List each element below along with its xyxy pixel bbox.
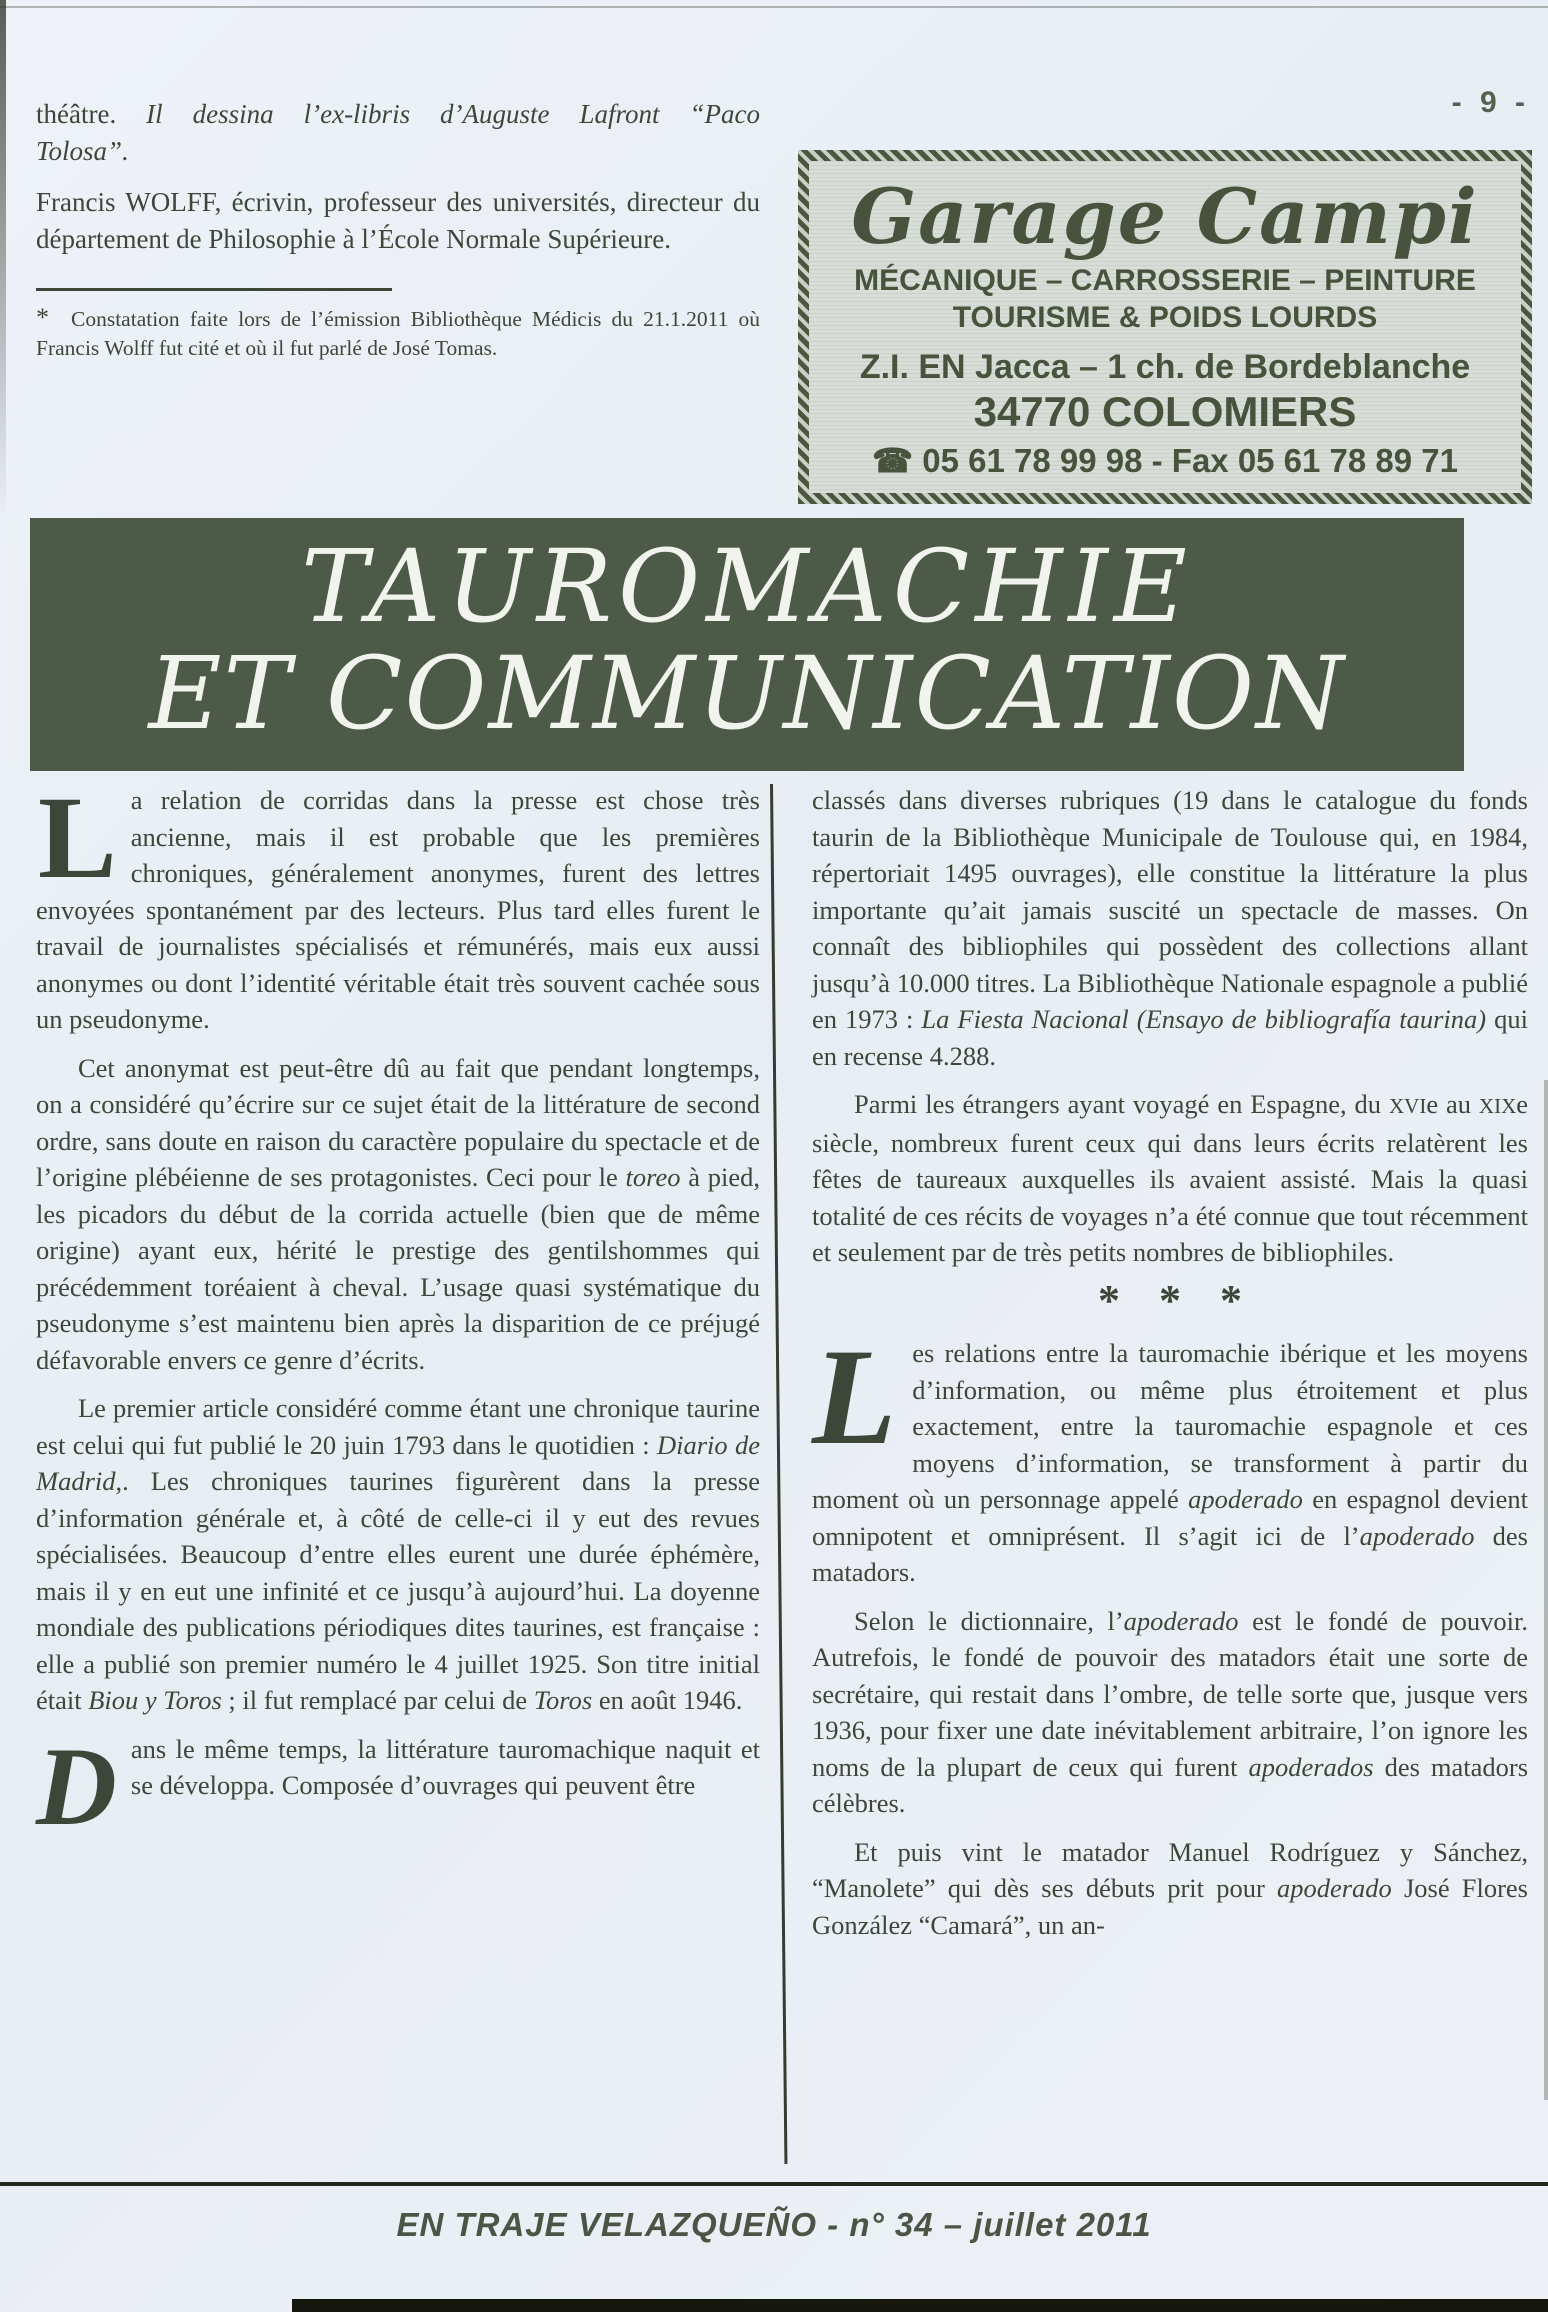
left-p3-run-d: en août 1946. (592, 1685, 743, 1715)
right-p3-italic-apoderado-2: apoderado (1359, 1520, 1475, 1551)
right-paragraph-5 (812, 1834, 1528, 1944)
dropcap-L: L (38, 772, 117, 903)
footnote-marker: * (36, 303, 49, 332)
dropcap-D: D (36, 1724, 117, 1849)
intro-paragraph-2: Francis WOLFF, écrivin, professeur des universités, directeur du département de Philosophie à l’École Normale Supérieure. (36, 187, 760, 254)
right-p1-italic-fiesta: La Fiesta Nacional (Ensayo de bibliografía taurina) (921, 1004, 1487, 1034)
right-p3-italic-apoderado-1: apoderado (1188, 1484, 1303, 1514)
section-separator: * * * (1098, 1275, 1256, 1325)
left-p4-text: ans le même temps, la littérature tauromachique naquit et se développa. Composée d’ouvrages qui peuvent être (130, 1733, 760, 1800)
ad-phone-line (872, 440, 1458, 482)
intro-p1-roman: théâtre. (36, 99, 147, 129)
right-p3-run-b: en espagnol devient omnipotent et omniprésent. Il s’agit ici de l’ (812, 1484, 1529, 1551)
right-p4-run-c: des matadors célèbres. (812, 1751, 1529, 1818)
ad-logo: Garage Campi (851, 172, 1479, 261)
right-p2-run-b: e au (1426, 1089, 1479, 1119)
scan-edge-bottom (292, 2299, 1548, 2312)
footnote (36, 303, 760, 363)
right-paragraph-3 (812, 1320, 1529, 1591)
left-p3-italic-biou: Biou y Toros (88, 1685, 222, 1715)
ad-phone-numbers: 05 61 78 99 98 - Fax 05 61 78 89 71 (922, 442, 1459, 479)
ad-address-line: Z.I. EN Jacca – 1 ch. de Bordeblanche (859, 348, 1471, 386)
left-paragraph-1 (36, 772, 760, 1038)
left-p3-run-a: Le premier article considéré comme étant une chronique taurine est celui qui fut publié le 20 juin 1793 dans le quotidien : (36, 1393, 760, 1460)
right-p2-run-c: e siècle, nombreux furent ceux qui dans leurs écrits relatèrent les fêtes de taureaux auxquelles ils avaient assisté. Mais la quasi totalité de ces récits de voyages n’a été connue que tout récemment et seulement par de très petits nombres de bibliophiles. (812, 1089, 1529, 1267)
right-p2-smallcaps-xix: XIX (1478, 1094, 1517, 1118)
right-p4-italic-apoderado: apoderado (1123, 1605, 1239, 1636)
left-p3-italic-diario: Diario de Madrid (36, 1429, 761, 1496)
footnote-rule (36, 288, 392, 291)
intro-paragraph-1 (36, 96, 760, 170)
intro-block (36, 96, 760, 363)
scan-edge-right (1544, 1080, 1548, 2100)
right-p4-italic-apoderados: apoderados (1248, 1751, 1374, 1782)
left-p2-run-a: Cet anonymat est peut-être dû au fait que pendant longtemps, on a considéré qu’écrire sur ce sujet était de la littérature de second ordre, sans doute en raison du caractère populaire du spectacle et de l’origine plébéienne de ses protagonistes. Ceci pour le (36, 1052, 760, 1192)
right-p1-run-a: classés dans diverses rubriques (19 dans le catalogue du fonds taurin de la Bibliothèque Municipale de Toulouse qui, en 1984, répertoriait 1495 ouvrages), elle constitue la littérature la plus importante qu’ait jamais suscité un spectacle de masses. On connaît des bibliophiles qui possèdent des collections allant jusqu’à 10.000 titres. La Bibliothèque Nationale espagnole a publié en 1973 : (812, 785, 1528, 1034)
intro-p1-italic: Il dessina l’ex-libris d’Auguste Lafront “Paco Tolosa”. (36, 99, 760, 166)
right-column (812, 782, 1528, 1955)
right-paragraph-2 (812, 1086, 1528, 1271)
ad-inner-panel (809, 161, 1521, 493)
left-p3-run-b: ,. Les chroniques taurines figurèrent dans la presse d’information générale et, à côté de celle-ci il y eut des revues spécialisées. Beaucoup d’entre elles eurent une durée éphémère, mais il y en eut une infinité et ce jusqu’à aujourd’hui. La doyenne mondiale des publications périodiques dites taurines, est française : elle a publié son premier numéro le 4 juillet 1925. Son titre initial était (36, 1466, 760, 1715)
page-number: - 9 - (1451, 86, 1530, 119)
footnote-text: Constatation faite lors de l’émission Bibliothèque Médicis du 21.1.2011 où Francis Wolff fut cité et où il fut parlé de José Tomas. (36, 307, 760, 360)
left-column (36, 772, 761, 1849)
right-paragraph-4 (812, 1603, 1528, 1822)
column-divider (770, 784, 787, 2164)
left-paragraph-4 (36, 1724, 760, 1849)
article-title-line-2: ET COMMUNICATION (148, 635, 1346, 752)
left-p2-italic-toreo: toreo (625, 1162, 681, 1192)
left-paragraph-2 (36, 1050, 760, 1379)
title-banner (30, 518, 1464, 771)
phone-icon: ☎ (871, 442, 914, 479)
scan-edge-top (0, 6, 1548, 8)
right-p5-run-b: José Flores González “Camará”, un an- (812, 1873, 1528, 1940)
right-p5-run-a: Et puis vint le matador Manuel Rodríguez y Sánchez, “Manolete” qui dès ses débuts prit pour (812, 1836, 1528, 1903)
footer-rule (0, 2182, 1548, 2186)
right-p2-smallcaps-xvi: XVI (1388, 1094, 1427, 1118)
ad-services-line: MÉCANIQUE – CARROSSERIE – PEINTURE (854, 264, 1476, 297)
left-p2-run-b: à pied, les picadors du début de la corrida actuelle (bien que de même origine) ayant eux, hérité le prestige des gentilshommes qui précédemment toréaient à cheval. L’usage quasi systématique du pseudonyme s’est maintenu bien après la disparition de ce préjugé défavorable envers ce genre d’écrits. (36, 1162, 761, 1375)
right-p2-run-a: Parmi les étrangers ayant voyagé en Espagne, du (854, 1089, 1389, 1119)
scan-edge-left (0, 0, 6, 520)
left-p3-run-c: ; il fut remplacé par celui de (221, 1685, 534, 1715)
left-paragraph-3 (36, 1390, 760, 1719)
article-title-line-1: TAUROMACHIE (301, 528, 1193, 645)
right-p4-run-b: est le fondé de pouvoir. Autrefois, le fondé de pouvoir des matadors était une sorte de secrétaire, qui restait dans l’ombre, de telle sorte que, jusque vers 1936, pour fixer une date inévitablement arbitraire, l’on ignore les noms de la plupart de ceux qui furent (812, 1605, 1528, 1782)
right-p5-italic-apoderado: apoderado (1276, 1873, 1392, 1903)
left-p3-italic-toros: Toros (533, 1685, 593, 1715)
right-p1-run-b: qui en recense 4.288. (812, 1004, 1528, 1071)
left-p1-text: a relation de corridas dans la presse est chose très ancienne, mais il est probable que les premières chroniques, généralement anonymes, furent des lettres envoyées spontanément par des lecteurs. Plus tard elles furent le travail de journalistes spécialisés et rémunérés, mais eux aussi anonymes ou dont l’identité véritable était très souvent cachée sous un pseudonyme. (36, 785, 760, 1034)
right-p3-run-c: des matadors. (812, 1520, 1528, 1587)
right-paragraph-1 (812, 782, 1528, 1074)
journal-footer: EN TRAJE VELAZQUEÑO - n° 34 – juillet 2011 (396, 2206, 1152, 2243)
garage-campi-ad (798, 150, 1532, 504)
right-p3-run-a: es relations entre la tauromachie ibérique et les moyens d’information, ou même plus étroitement et plus exactement, entre la tauromachie espagnole et ces moyens d’information, se transforment à partir du moment où un personnage appelé (812, 1338, 1528, 1514)
ad-services-line-2: TOURISME & POIDS LOURDS (952, 301, 1378, 334)
dropcap-L-script: L (812, 1320, 897, 1473)
ad-city-line: 34770 COLOMIERS (973, 388, 1357, 435)
right-p4-run-a: Selon le dictionnaire, l’ (854, 1605, 1124, 1636)
